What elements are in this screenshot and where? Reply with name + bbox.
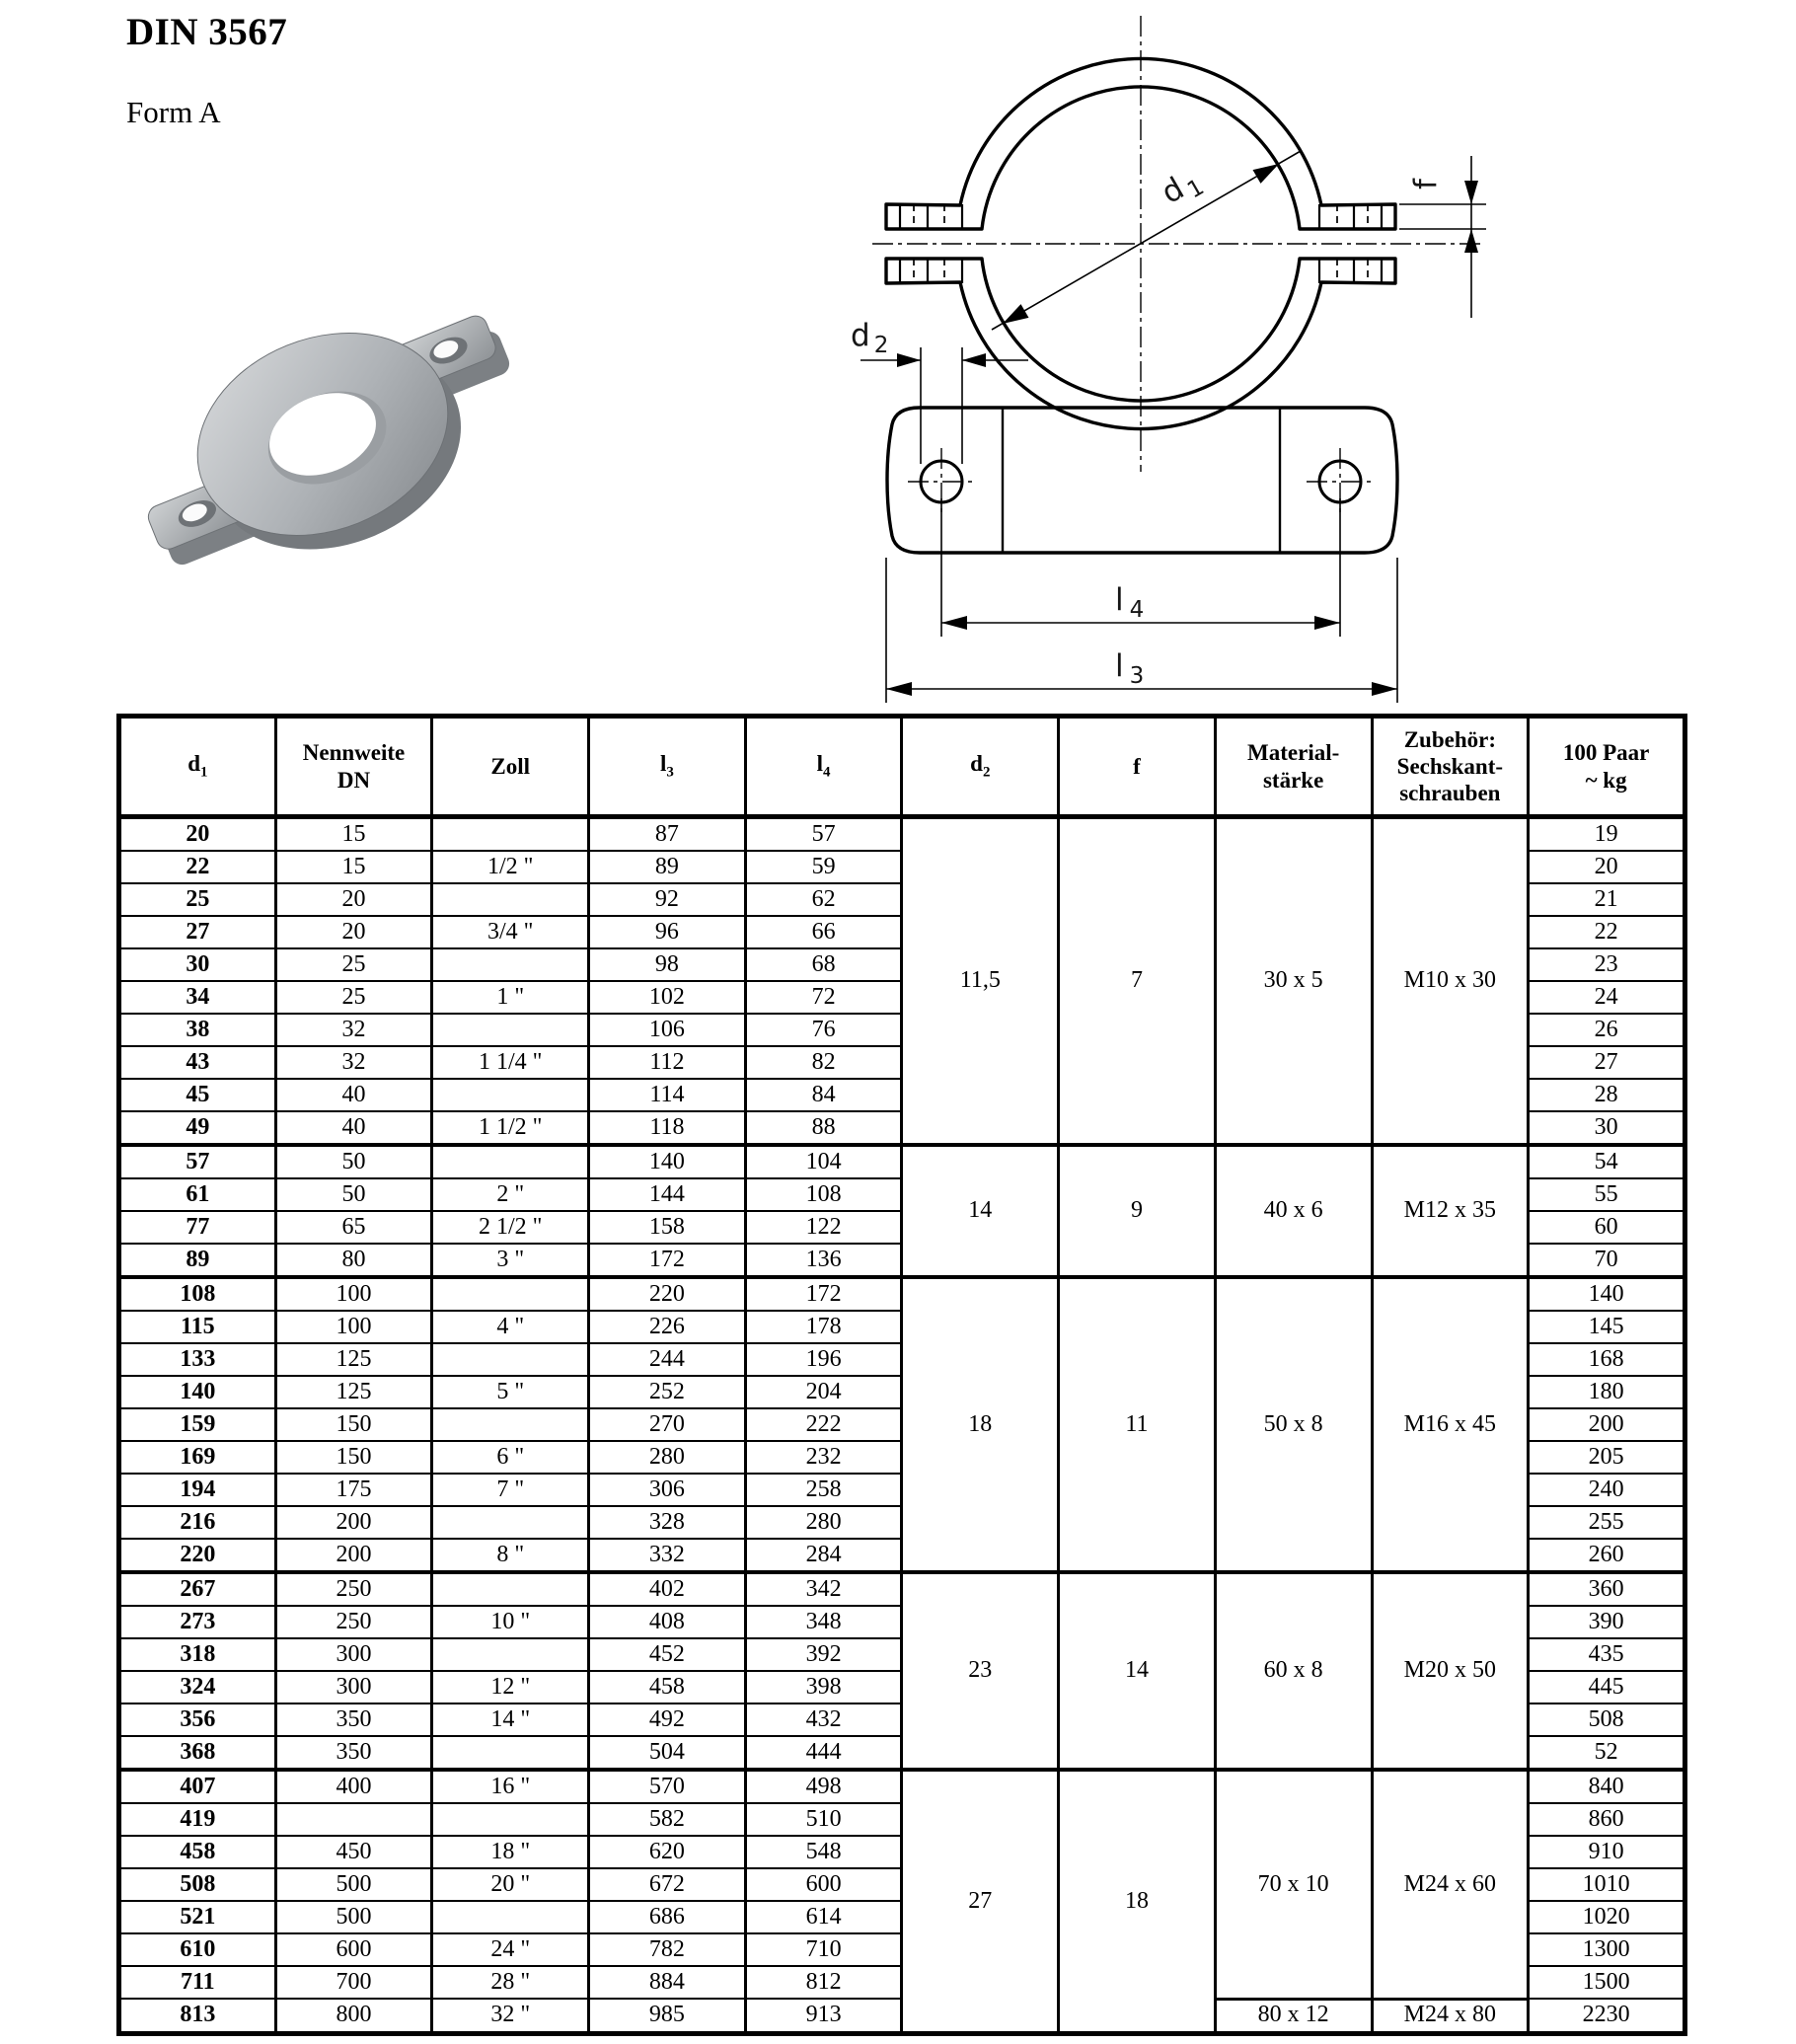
technical-drawing <box>844 8 1500 711</box>
cell-kg: 180 <box>1529 1376 1685 1408</box>
cell-kg: 1500 <box>1529 1966 1685 1999</box>
cell-l4: 348 <box>745 1606 902 1638</box>
table-row <box>119 1277 1685 1311</box>
cell-d1: 61 <box>119 1178 276 1211</box>
cell-dn: 300 <box>275 1671 432 1703</box>
cell-l3: 280 <box>589 1441 746 1474</box>
cell-zoll <box>432 1506 589 1539</box>
cell-d1: 368 <box>119 1736 276 1770</box>
cell-dn: 500 <box>275 1901 432 1933</box>
cell-l3: 118 <box>589 1111 746 1145</box>
cell-l3: 582 <box>589 1803 746 1836</box>
cell-dn: 125 <box>275 1343 432 1376</box>
cell-kg: 19 <box>1529 817 1685 852</box>
cell-kg: 445 <box>1529 1671 1685 1703</box>
cell-screw: M24 x 80 <box>1372 1999 1529 2033</box>
cell-kg: 21 <box>1529 883 1685 916</box>
cell-d1: 216 <box>119 1506 276 1539</box>
cell-l4: 196 <box>745 1343 902 1376</box>
cell-l4: 82 <box>745 1046 902 1079</box>
cell-kg: 860 <box>1529 1803 1685 1836</box>
cell-material: 40 x 6 <box>1215 1145 1372 1277</box>
cell-screw: M12 x 35 <box>1372 1145 1529 1277</box>
cell-l3: 458 <box>589 1671 746 1703</box>
cell-d1: 25 <box>119 883 276 916</box>
col-header-f: f <box>1059 717 1216 817</box>
cell-d1: 27 <box>119 916 276 948</box>
dim-label-l3: l $_3$ <box>1115 648 1145 689</box>
cell-l3: 92 <box>589 883 746 916</box>
cell-dn: 80 <box>275 1244 432 1277</box>
cell-dn: 40 <box>275 1079 432 1111</box>
cell-d1: 115 <box>119 1311 276 1343</box>
cell-l3: 408 <box>589 1606 746 1638</box>
col-header-zoll: Zoll <box>432 717 589 817</box>
cell-kg: 205 <box>1529 1441 1685 1474</box>
cell-kg: 910 <box>1529 1836 1685 1868</box>
cell-l4: 76 <box>745 1014 902 1046</box>
cell-l4: 57 <box>745 817 902 852</box>
cell-l3: 112 <box>589 1046 746 1079</box>
form-label: Form A <box>126 95 221 129</box>
cell-d2: 18 <box>902 1277 1059 1572</box>
cell-l3: 114 <box>589 1079 746 1111</box>
cell-dn: 15 <box>275 817 432 852</box>
cell-screw: M24 x 60 <box>1372 1770 1529 1999</box>
cell-zoll <box>432 1638 589 1671</box>
cell-dn: 15 <box>275 851 432 883</box>
cell-dn: 25 <box>275 981 432 1014</box>
cell-d2: 14 <box>902 1145 1059 1277</box>
dimension-table <box>116 714 1687 2036</box>
cell-l3: 270 <box>589 1408 746 1441</box>
cell-dn: 65 <box>275 1211 432 1244</box>
cell-d1: 89 <box>119 1244 276 1277</box>
cell-d1: 458 <box>119 1836 276 1868</box>
dim-f <box>1399 156 1486 318</box>
cell-l4: 444 <box>745 1736 902 1770</box>
cell-d1: 324 <box>119 1671 276 1703</box>
cell-zoll <box>432 817 589 852</box>
cell-zoll: 1 " <box>432 981 589 1014</box>
cell-zoll: 16 " <box>432 1770 589 1803</box>
cell-dn: 32 <box>275 1014 432 1046</box>
cell-kg: 52 <box>1529 1736 1685 1770</box>
cell-d2: 27 <box>902 1770 1059 2033</box>
cell-kg: 27 <box>1529 1046 1685 1079</box>
cell-d1: 169 <box>119 1441 276 1474</box>
table-row <box>119 1145 1685 1178</box>
cell-l4: 204 <box>745 1376 902 1408</box>
cell-screw: M20 x 50 <box>1372 1572 1529 1770</box>
cell-kg: 1020 <box>1529 1901 1685 1933</box>
cell-l4: 392 <box>745 1638 902 1671</box>
cell-d1: 813 <box>119 1999 276 2033</box>
cell-zoll: 4 " <box>432 1311 589 1343</box>
cell-kg: 390 <box>1529 1606 1685 1638</box>
cell-d1: 407 <box>119 1770 276 1803</box>
cell-zoll: 14 " <box>432 1703 589 1736</box>
cell-kg: 508 <box>1529 1703 1685 1736</box>
cell-kg: 145 <box>1529 1311 1685 1343</box>
cell-d1: 610 <box>119 1933 276 1966</box>
cell-d1: 159 <box>119 1408 276 1441</box>
cell-dn: 350 <box>275 1703 432 1736</box>
cell-zoll <box>432 1901 589 1933</box>
cell-f: 11 <box>1059 1277 1216 1572</box>
cell-dn: 800 <box>275 1999 432 2033</box>
cell-l3: 504 <box>589 1736 746 1770</box>
cell-screw: M16 x 45 <box>1372 1277 1529 1572</box>
cell-d1: 38 <box>119 1014 276 1046</box>
cell-l4: 432 <box>745 1703 902 1736</box>
col-header-l3: $l_3$ <box>589 717 746 817</box>
col-header-kg: 100 Paar ~ kg <box>1529 717 1685 817</box>
table-row <box>119 1572 1685 1606</box>
cell-l4: 84 <box>745 1079 902 1111</box>
cell-kg: 60 <box>1529 1211 1685 1244</box>
cell-d1: 108 <box>119 1277 276 1311</box>
cell-d1: 318 <box>119 1638 276 1671</box>
cell-d1: 49 <box>119 1111 276 1145</box>
cell-l3: 686 <box>589 1901 746 1933</box>
col-header-material: Material- stärke <box>1215 717 1372 817</box>
col-header-d1: $d_1$ <box>119 717 276 817</box>
cell-zoll: 12 " <box>432 1671 589 1703</box>
cell-dn <box>275 1803 432 1836</box>
cell-kg: 23 <box>1529 948 1685 981</box>
cell-dn: 400 <box>275 1770 432 1803</box>
cell-zoll: 2 " <box>432 1178 589 1211</box>
cell-zoll <box>432 883 589 916</box>
cell-zoll: 18 " <box>432 1836 589 1868</box>
cell-dn: 450 <box>275 1836 432 1868</box>
cell-l3: 672 <box>589 1868 746 1901</box>
cell-kg: 840 <box>1529 1770 1685 1803</box>
cell-l3: 328 <box>589 1506 746 1539</box>
cell-kg: 168 <box>1529 1343 1685 1376</box>
cell-dn: 100 <box>275 1277 432 1311</box>
cell-l3: 96 <box>589 916 746 948</box>
col-header-dn: Nennweite DN <box>275 717 432 817</box>
cell-zoll <box>432 1572 589 1606</box>
cell-l4: 284 <box>745 1539 902 1572</box>
dim-label-f: f <box>1408 179 1444 189</box>
cell-d1: 419 <box>119 1803 276 1836</box>
cell-zoll: 10 " <box>432 1606 589 1638</box>
cell-zoll: 32 " <box>432 1999 589 2033</box>
cell-d1: 133 <box>119 1343 276 1376</box>
dimension-table-body <box>119 817 1685 2034</box>
table-row <box>119 817 1685 852</box>
cell-kg: 1300 <box>1529 1933 1685 1966</box>
cell-l4: 600 <box>745 1868 902 1901</box>
cell-l4: 172 <box>745 1277 902 1311</box>
cell-kg: 20 <box>1529 851 1685 883</box>
cell-l3: 220 <box>589 1277 746 1311</box>
cell-material: 70 x 10 <box>1215 1770 1372 1999</box>
cell-dn: 200 <box>275 1506 432 1539</box>
cell-l3: 884 <box>589 1966 746 1999</box>
col-header-zubehoer: Zubehör: Sechskant- schrauben <box>1372 717 1529 817</box>
cell-dn: 500 <box>275 1868 432 1901</box>
cell-kg: 26 <box>1529 1014 1685 1046</box>
cell-zoll: 6 " <box>432 1441 589 1474</box>
cell-l3: 158 <box>589 1211 746 1244</box>
cell-d1: 77 <box>119 1211 276 1244</box>
cell-zoll: 3 " <box>432 1244 589 1277</box>
cell-l4: 398 <box>745 1671 902 1703</box>
table-header-row <box>119 717 1685 817</box>
cell-zoll <box>432 1277 589 1311</box>
cell-l3: 620 <box>589 1836 746 1868</box>
cell-kg: 2230 <box>1529 1999 1685 2033</box>
cell-l3: 87 <box>589 817 746 852</box>
cell-kg: 435 <box>1529 1638 1685 1671</box>
cell-zoll: 5 " <box>432 1376 589 1408</box>
cell-zoll <box>432 1803 589 1836</box>
cell-material: 80 x 12 <box>1215 1999 1372 2033</box>
cell-dn: 20 <box>275 883 432 916</box>
cell-l3: 252 <box>589 1376 746 1408</box>
cell-l4: 614 <box>745 1901 902 1933</box>
cell-l4: 122 <box>745 1211 902 1244</box>
cell-zoll: 1 1/4 " <box>432 1046 589 1079</box>
cell-dn: 600 <box>275 1933 432 1966</box>
cell-l3: 492 <box>589 1703 746 1736</box>
cell-l4: 812 <box>745 1966 902 1999</box>
cell-kg: 260 <box>1529 1539 1685 1572</box>
cell-d1: 30 <box>119 948 276 981</box>
cell-l4: 232 <box>745 1441 902 1474</box>
cell-kg: 24 <box>1529 981 1685 1014</box>
cell-d1: 20 <box>119 817 276 852</box>
cell-l3: 570 <box>589 1770 746 1803</box>
cell-kg: 30 <box>1529 1111 1685 1145</box>
cell-l4: 342 <box>745 1572 902 1606</box>
cell-l3: 452 <box>589 1638 746 1671</box>
cell-material: 50 x 8 <box>1215 1277 1372 1572</box>
dim-l3 <box>886 558 1397 703</box>
cell-zoll <box>432 1145 589 1178</box>
cell-d1: 43 <box>119 1046 276 1079</box>
cell-d1: 22 <box>119 851 276 883</box>
cell-d2: 11,5 <box>902 817 1059 1146</box>
cell-l3: 172 <box>589 1244 746 1277</box>
cell-zoll: 1 1/2 " <box>432 1111 589 1145</box>
cell-d1: 356 <box>119 1703 276 1736</box>
cell-l3: 782 <box>589 1933 746 1966</box>
cell-kg: 22 <box>1529 916 1685 948</box>
cell-kg: 54 <box>1529 1145 1685 1178</box>
cell-screw: M10 x 30 <box>1372 817 1529 1146</box>
cell-l4: 178 <box>745 1311 902 1343</box>
cell-l3: 332 <box>589 1539 746 1572</box>
cell-dn: 350 <box>275 1736 432 1770</box>
cell-d1: 508 <box>119 1868 276 1901</box>
page-title: DIN 3567 <box>126 11 288 53</box>
cell-d1: 140 <box>119 1376 276 1408</box>
cell-l3: 98 <box>589 948 746 981</box>
cell-kg: 240 <box>1529 1474 1685 1506</box>
cell-zoll <box>432 1736 589 1770</box>
cell-d1: 194 <box>119 1474 276 1506</box>
cell-zoll: 2 1/2 " <box>432 1211 589 1244</box>
cell-l4: 108 <box>745 1178 902 1211</box>
table-row <box>119 1770 1685 1803</box>
cell-l4: 510 <box>745 1803 902 1836</box>
cell-zoll: 7 " <box>432 1474 589 1506</box>
cell-dn: 20 <box>275 916 432 948</box>
cell-zoll <box>432 1079 589 1111</box>
col-header-d2: $d_2$ <box>902 717 1059 817</box>
cell-l4: 59 <box>745 851 902 883</box>
cell-kg: 140 <box>1529 1277 1685 1311</box>
cell-dn: 250 <box>275 1606 432 1638</box>
cell-l3: 144 <box>589 1178 746 1211</box>
col-header-l4: $l_4$ <box>745 717 902 817</box>
cell-dn: 50 <box>275 1145 432 1178</box>
cell-l3: 226 <box>589 1311 746 1343</box>
cell-d1: 45 <box>119 1079 276 1111</box>
cell-l4: 72 <box>745 981 902 1014</box>
cell-d1: 220 <box>119 1539 276 1572</box>
cell-dn: 150 <box>275 1441 432 1474</box>
cell-f: 7 <box>1059 817 1216 1146</box>
cell-l3: 244 <box>589 1343 746 1376</box>
cell-l3: 140 <box>589 1145 746 1178</box>
cell-l4: 68 <box>745 948 902 981</box>
cell-dn: 150 <box>275 1408 432 1441</box>
cell-zoll <box>432 1408 589 1441</box>
cell-dn: 200 <box>275 1539 432 1572</box>
cell-dn: 250 <box>275 1572 432 1606</box>
cell-dn: 50 <box>275 1178 432 1211</box>
cell-kg: 55 <box>1529 1178 1685 1211</box>
cell-zoll: 20 " <box>432 1868 589 1901</box>
cell-l4: 710 <box>745 1933 902 1966</box>
cell-dn: 700 <box>275 1966 432 1999</box>
cell-kg: 28 <box>1529 1079 1685 1111</box>
cell-zoll <box>432 948 589 981</box>
cell-material: 30 x 5 <box>1215 817 1372 1146</box>
cell-dn: 40 <box>275 1111 432 1145</box>
cell-zoll: 1/2 " <box>432 851 589 883</box>
cell-f: 14 <box>1059 1572 1216 1770</box>
cell-kg: 360 <box>1529 1572 1685 1606</box>
cell-d1: 521 <box>119 1901 276 1933</box>
cell-l4: 258 <box>745 1474 902 1506</box>
cell-f: 18 <box>1059 1770 1216 2033</box>
cell-l4: 548 <box>745 1836 902 1868</box>
cell-l4: 498 <box>745 1770 902 1803</box>
cell-dn: 175 <box>275 1474 432 1506</box>
cell-zoll <box>432 1014 589 1046</box>
cell-zoll: 8 " <box>432 1539 589 1572</box>
cell-l4: 62 <box>745 883 902 916</box>
cell-zoll: 24 " <box>432 1933 589 1966</box>
cell-l4: 104 <box>745 1145 902 1178</box>
cell-d2: 23 <box>902 1572 1059 1770</box>
cell-l3: 106 <box>589 1014 746 1046</box>
dim-d1 <box>992 151 1301 330</box>
cell-d1: 273 <box>119 1606 276 1638</box>
cell-dn: 100 <box>275 1311 432 1343</box>
cell-material: 60 x 8 <box>1215 1572 1372 1770</box>
cell-l4: 280 <box>745 1506 902 1539</box>
cell-l3: 102 <box>589 981 746 1014</box>
cell-l3: 89 <box>589 851 746 883</box>
cell-l4: 222 <box>745 1408 902 1441</box>
dim-label-d2: d $_2$ <box>851 318 889 358</box>
cell-d1: 57 <box>119 1145 276 1178</box>
cell-l4: 913 <box>745 1999 902 2033</box>
dim-label-d1: $d_1$ <box>1155 170 1209 211</box>
cell-dn: 300 <box>275 1638 432 1671</box>
clamp-3d-render <box>104 255 602 620</box>
cell-kg: 255 <box>1529 1506 1685 1539</box>
cell-zoll: 28 " <box>432 1966 589 1999</box>
cell-l3: 985 <box>589 1999 746 2033</box>
cell-dn: 25 <box>275 948 432 981</box>
cell-zoll: 3/4 " <box>432 916 589 948</box>
cell-l3: 402 <box>589 1572 746 1606</box>
cell-l4: 66 <box>745 916 902 948</box>
cell-d1: 711 <box>119 1966 276 1999</box>
cell-kg: 1010 <box>1529 1868 1685 1901</box>
cell-f: 9 <box>1059 1145 1216 1277</box>
cell-dn: 32 <box>275 1046 432 1079</box>
cell-d1: 267 <box>119 1572 276 1606</box>
cell-l4: 88 <box>745 1111 902 1145</box>
dim-label-l4: l $_4$ <box>1115 582 1145 623</box>
cell-l4: 136 <box>745 1244 902 1277</box>
cell-kg: 200 <box>1529 1408 1685 1441</box>
cell-d1: 34 <box>119 981 276 1014</box>
cell-dn: 125 <box>275 1376 432 1408</box>
cell-kg: 70 <box>1529 1244 1685 1277</box>
cell-zoll <box>432 1343 589 1376</box>
cell-l3: 306 <box>589 1474 746 1506</box>
